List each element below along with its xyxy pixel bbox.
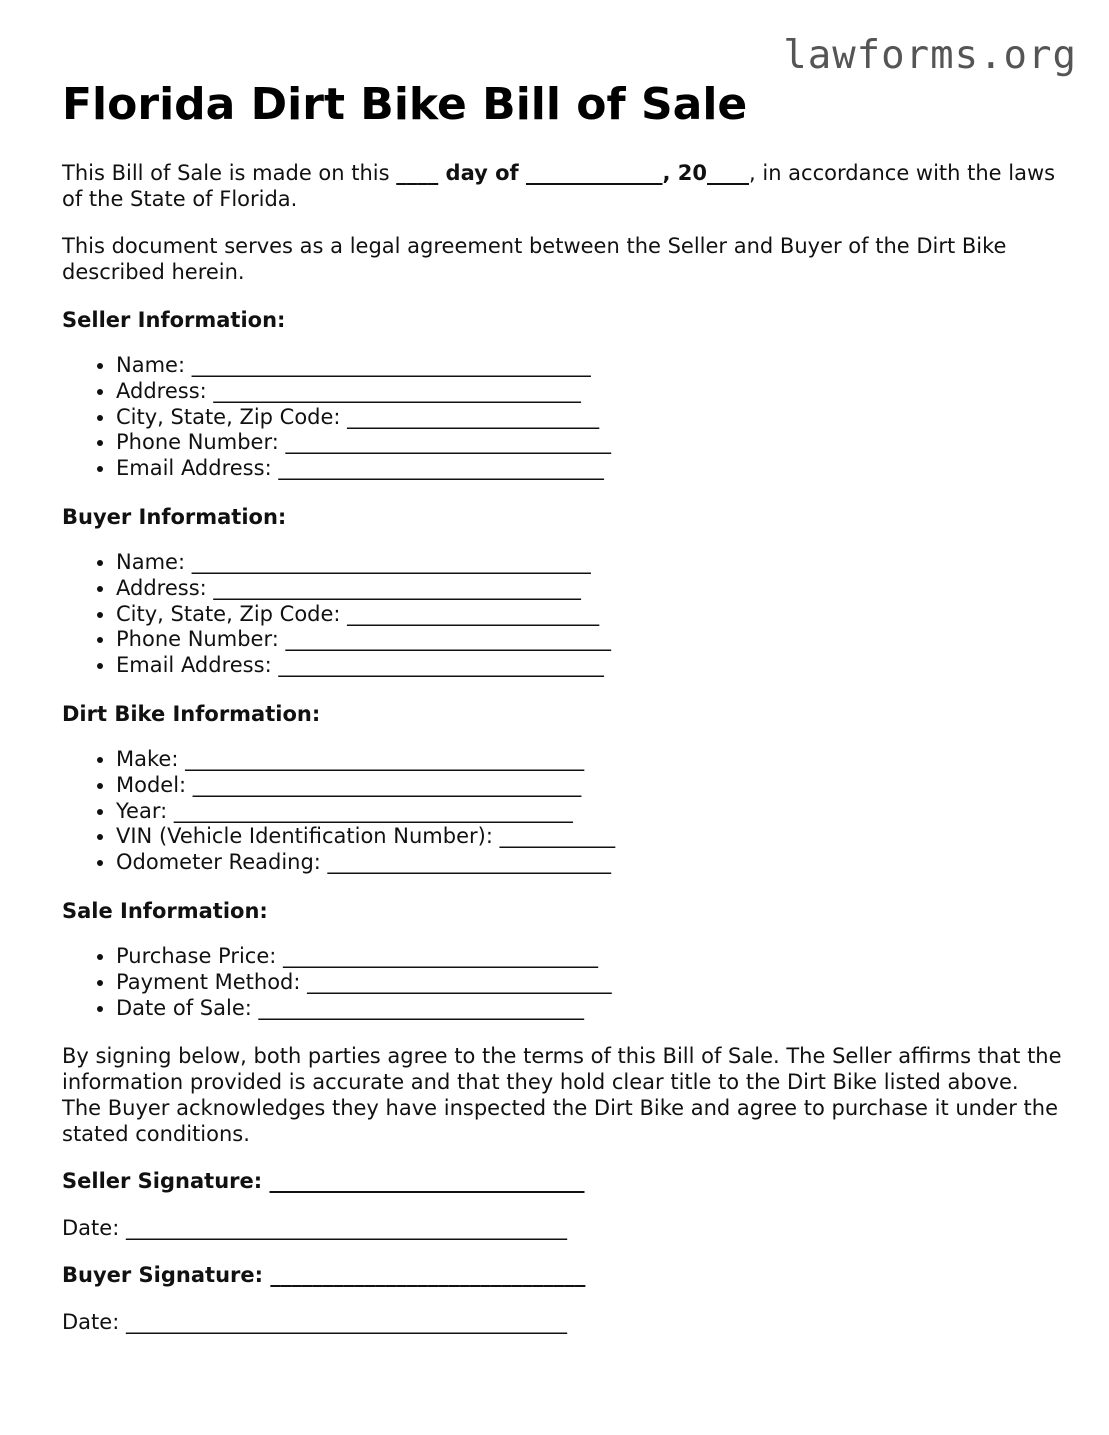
bike-heading: Dirt Bike Information: (62, 701, 321, 726)
seller-email-field: • Email Address: _______________________________ (116, 456, 1062, 482)
sale-heading: Sale Information: (62, 898, 268, 923)
day-blank: ____ (396, 161, 439, 185)
buyer-city-state-zip-field: • City, State, Zip Code: ________________________ (116, 602, 1062, 628)
month-blank: _____________ (526, 161, 663, 185)
buyer-info-list (62, 550, 1062, 679)
seller-address-field: • Address: ___________________________________ (116, 379, 1062, 405)
intro-paragraph (62, 160, 1062, 212)
buyer-signature-line: Buyer Signature: ______________________________ (62, 1263, 586, 1288)
buyer-heading: Buyer Information: (62, 504, 287, 529)
day-of-text: day of (438, 161, 526, 185)
year-prefix: , 20 (662, 161, 708, 185)
bike-model-field: • Model: _____________________________________ (116, 773, 1062, 799)
intro-suffix: , in accordance with the laws of the State of Florida. (62, 161, 1056, 211)
lawforms-watermark: lawforms.org (783, 33, 1077, 78)
bike-vin-field: • VIN (Vehicle Identification Number): ___________ (116, 824, 1062, 850)
buyer-date-line: Date: __________________________________________ (62, 1310, 567, 1335)
buyer-address-field: • Address: ___________________________________ (116, 576, 1062, 602)
bike-odometer-field: • Odometer Reading: ___________________________ (116, 850, 1062, 876)
buyer-phone-field: • Phone Number: _______________________________ (116, 627, 1062, 653)
seller-info-list (62, 353, 1062, 482)
intro-prefix: This Bill of Sale is made on this (62, 161, 397, 185)
seller-phone-field: • Phone Number: _______________________________ (116, 430, 1062, 456)
seller-name-field: • Name: ______________________________________ (116, 353, 1062, 379)
seller-signature-line: Seller Signature: ______________________________ (62, 1169, 585, 1194)
buyer-email-field: • Email Address: _______________________________ (116, 653, 1062, 679)
buyer-name-field: • Name: ______________________________________ (116, 550, 1062, 576)
document-title: Florida Dirt Bike Bill of Sale (62, 79, 748, 130)
bike-make-field: • Make: ______________________________________ (116, 747, 1062, 773)
bike-year-field: • Year: ______________________________________ (116, 799, 1062, 825)
seller-date-line: Date: __________________________________________ (62, 1216, 567, 1241)
payment-method-field: • Payment Method: _____________________________ (116, 970, 1062, 996)
document-body (62, 78, 1062, 1335)
sale-info-list (62, 944, 1062, 1021)
bike-info-list (62, 747, 1062, 876)
seller-heading: Seller Information: (62, 308, 286, 332)
date-of-sale-field: • Date of Sale: _______________________________ (116, 996, 1062, 1022)
year-blank: ____ (707, 161, 750, 185)
purchase-price-field: • Purchase Price: ______________________________ (116, 944, 1062, 970)
closing-paragraph: By signing below, both parties agree to the terms of this Bill of Sale. The Seller affirms that the information provided is accurate and that they hold clear title to the Dirt Bike listed above. The Buyer acknowledges they have inspected the Dirt Bike and agree to purchase it under the stated conditions. (62, 1044, 1062, 1147)
seller-city-state-zip-field: • City, State, Zip Code: ________________________ (116, 405, 1062, 431)
purpose-paragraph: This document serves as a legal agreement between the Seller and Buyer of the Dirt Bike described herein. (62, 234, 1007, 284)
